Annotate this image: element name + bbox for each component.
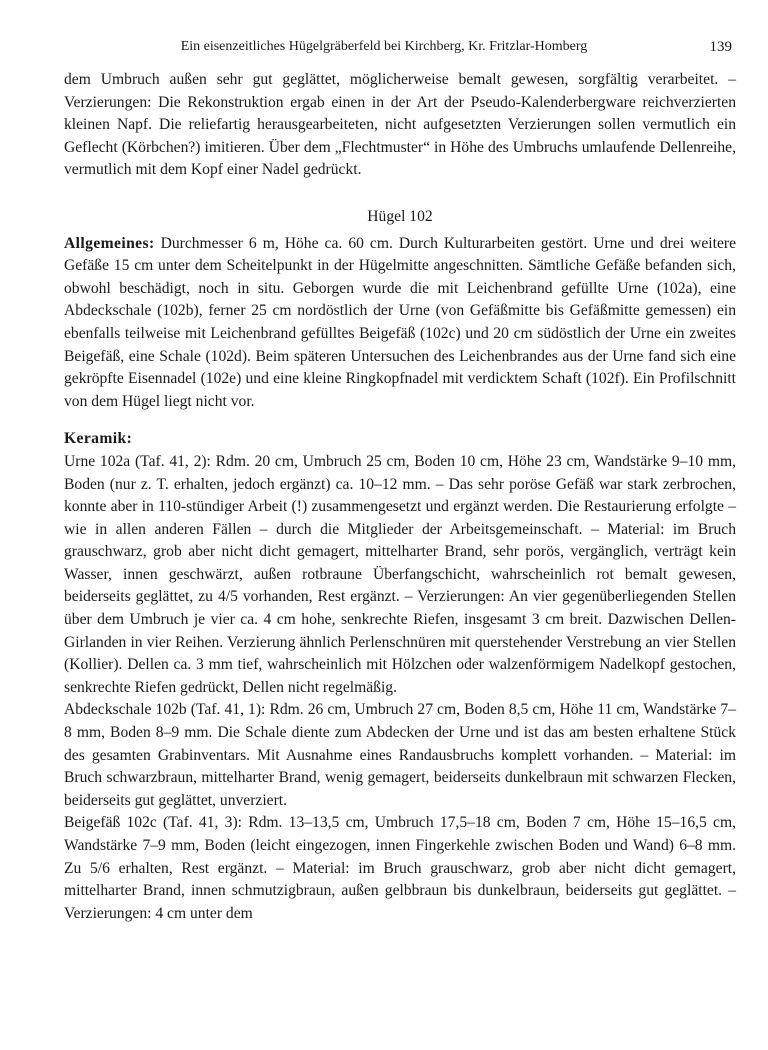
allgemeines-label: Allgemeines: [64, 234, 155, 252]
entry-abdeckschale-102b: Abdeckschale 102b (Taf. 41, 1): Rdm. 26 cm, Umbruch 27 cm, Boden 8,5 cm, Höhe 11 cm, Wandstärke 7–8 mm, Boden 8–9 mm. Die Schale diente zum Abdecken der Urne und ist das am besten erhaltene Stück des gesamten Grabinventars. Mit Ausnahme eines Randausbruchs komplett vorhanden. – Material: im Bruch schwarzbraun, mittelharter Brand, wenig gemagert, beiderseits dunkelbraun mit schwarzen Flecken, beiderseits gut geglättet, unverziert. [64, 701, 736, 809]
section-heading: Hügel 102 [367, 207, 433, 225]
keramik-label: Keramik: [64, 430, 133, 448]
page-body [64, 69, 736, 925]
allgemeines-text: Durchmesser 6 m, Höhe ca. 60 cm. Durch Kulturarbeiten gestört. Urne und drei weitere Gefäße 15 cm unter dem Scheitelpunkt in der Hügelmitte angeschnitten. Sämtliche Gefäße befanden sich, obwohl beschädigt, noch in situ. Geborgen wurde die mit Leichenbrand gefüllte Urne (102a), eine Abdeckschale (102b), ferner 25 cm nordöstlich der Urne (von Gefäßmitte bis Gefäßmitte gemessen) ein ebenfalls teilweise mit Leichenbrand gefülltes Beigefäß (102c) und 20 cm südöstlich der Urne ein zweites Beigefäß, eine Schale (102d). Beim späteren Untersuchen des Leichenbrandes aus der Urne fand sich eine gekröpfte Eisennadel (102e) und eine kleine Ringkopfnadel mit verdicktem Schaft (102f). Ein Profilschnitt von dem Hügel liegt nicht vor. [64, 234, 736, 410]
running-title: Ein eisenzeitliches Hügelgräberfeld bei Kirchberg, Kr. Fritzlar-Homberg [180, 39, 588, 54]
allgemeines-paragraph [64, 233, 736, 414]
intro-paragraph: dem Umbruch außen sehr gut geglättet, möglicherweise bemalt gewesen, sorgfältig verarbeitet. – Verzierungen: Die Rekonstruktion ergab einen in der Art der Pseudo-Kalenderbergware reichverzierten kleinen Napf. Die reliefartig herausgearbeiteten, nicht aufgesetzten Verzierungen sollen vermutlich ein Geflecht (Körbchen?) imitieren. Über dem „Flechtmuster“ in Höhe des Umbruchs umlaufende Dellenreihe, vermutlich mit dem Kopf einer Nadel gedrückt. [64, 71, 736, 179]
entry-urne-102a: Urne 102a (Taf. 41, 2): Rdm. 20 cm, Umbruch 25 cm, Boden 10 cm, Höhe 23 cm, Wandstärke 9–10 mm, Boden (nur z. T. erhalten, jedoch ergänzt) ca. 10–12 mm. – Das sehr poröse Gefäß war stark zerbrochen, konnte aber in 110-stündiger Arbeit (!) zusammengesetzt und ergänzt werden. Die Restaurierung erfolgte – wie in allen anderen Fällen – durch die Mitglieder der Arbeitsgemeinschaft. – Material: im Bruch grauschwarz, grob aber nicht dicht gemagert, mittelharter Brand, sehr porös, vergänglich, verträgt kein Wasser, innen geschwärzt, außen rotbraune Überfangschicht, wahrscheinlich rot bemalt gewesen, beiderseits geglättet, zu 4/5 vorhanden, Rest ergänzt. – Verzierungen: An vier gegenüberliegenden Stellen über dem Umbruch je vier ca. 4 cm hohe, senkrechte Riefen, insgesamt 3 cm breit. Dazwischen Dellen-Girlanden in vier Reihen. Verzierung ähnlich Perlenschnüren mit querstehender Verstrebung an vier Stellen (Kollier). Dellen ca. 3 mm tief, wahrscheinlich mit Hölzchen oder walzenförmigem Nadelkopf gestochen, senkrechte Riefen gedrückt, Dellen nicht regelmäßig. [64, 452, 736, 696]
page-header [0, 36, 768, 58]
entry-beigefaess-102c: Beigefäß 102c (Taf. 41, 3): Rdm. 13–13,5 cm, Umbruch 17,5–18 cm, Boden 7 cm, Höhe 15–16,5 cm, Wandstärke 7–9 mm, Boden (leicht eingezogen, innen Fingerkehle zwischen Boden und Wand) 6–8 mm. Zu 5/6 erhalten, Rest ergänzt. – Material: im Bruch grauschwarz, grob aber nicht dicht gemagert, mittelharter Brand, innen schmutzigbraun, außen gelbbraun bis dunkelbraun, beiderseits gut geglättet. – Verzierungen: 4 cm unter dem [64, 814, 736, 922]
page-number: 139 [709, 39, 732, 55]
